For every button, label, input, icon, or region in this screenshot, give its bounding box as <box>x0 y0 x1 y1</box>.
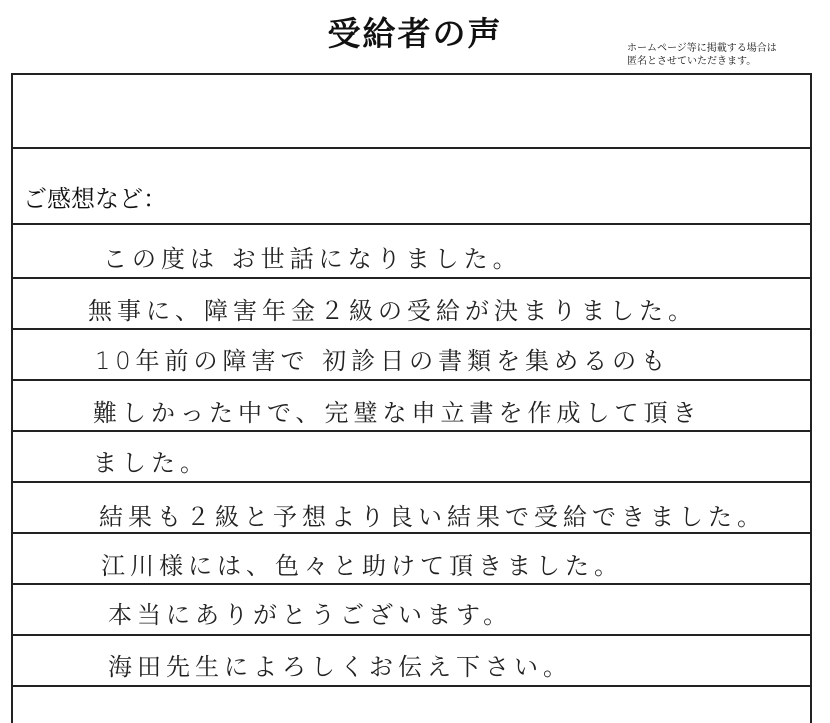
form-rule <box>13 277 810 279</box>
comment-line: 難しかった中で、完璧な申立書を作成して頂き <box>93 399 702 427</box>
comment-line: 本当にありがとうございます。 <box>108 601 513 629</box>
comment-line: 海田先生によろしくお伝え下さい。 <box>108 653 572 681</box>
form-rule <box>13 328 810 330</box>
comment-line: 10年前の障害で 初診日の書類を集めるのも <box>95 347 671 375</box>
form-rule <box>13 685 810 687</box>
anonymity-note <box>627 42 827 68</box>
comment-line: 無事に、障害年金２級の受給が決まりました。 <box>88 297 697 325</box>
form-rule <box>13 379 810 381</box>
form-rule <box>13 481 810 483</box>
anonymity-note-line2: 匿名とさせていただきます。 <box>627 56 757 67</box>
comment-line: この度は お世話になりました。 <box>103 245 522 273</box>
comment-line: 江川様には、色々と助けて頂きました。 <box>101 552 623 580</box>
comment-line: 結果も２級と予想より良い結果で受給できました。 <box>99 503 766 531</box>
form-rule <box>13 430 810 432</box>
form-rule <box>13 634 810 636</box>
form-rule <box>13 532 810 534</box>
form-rule <box>13 73 810 75</box>
comment-line: ました。 <box>93 449 209 477</box>
anonymity-note-line1: ホームページ等に掲載する場合は <box>627 43 777 54</box>
section-label: ご感想など： <box>23 185 167 213</box>
form-rule <box>13 583 810 585</box>
form-rule <box>13 147 810 149</box>
feedback-form <box>11 73 812 723</box>
page-title: 受給者の声 <box>327 14 503 53</box>
form-rule <box>13 223 810 225</box>
